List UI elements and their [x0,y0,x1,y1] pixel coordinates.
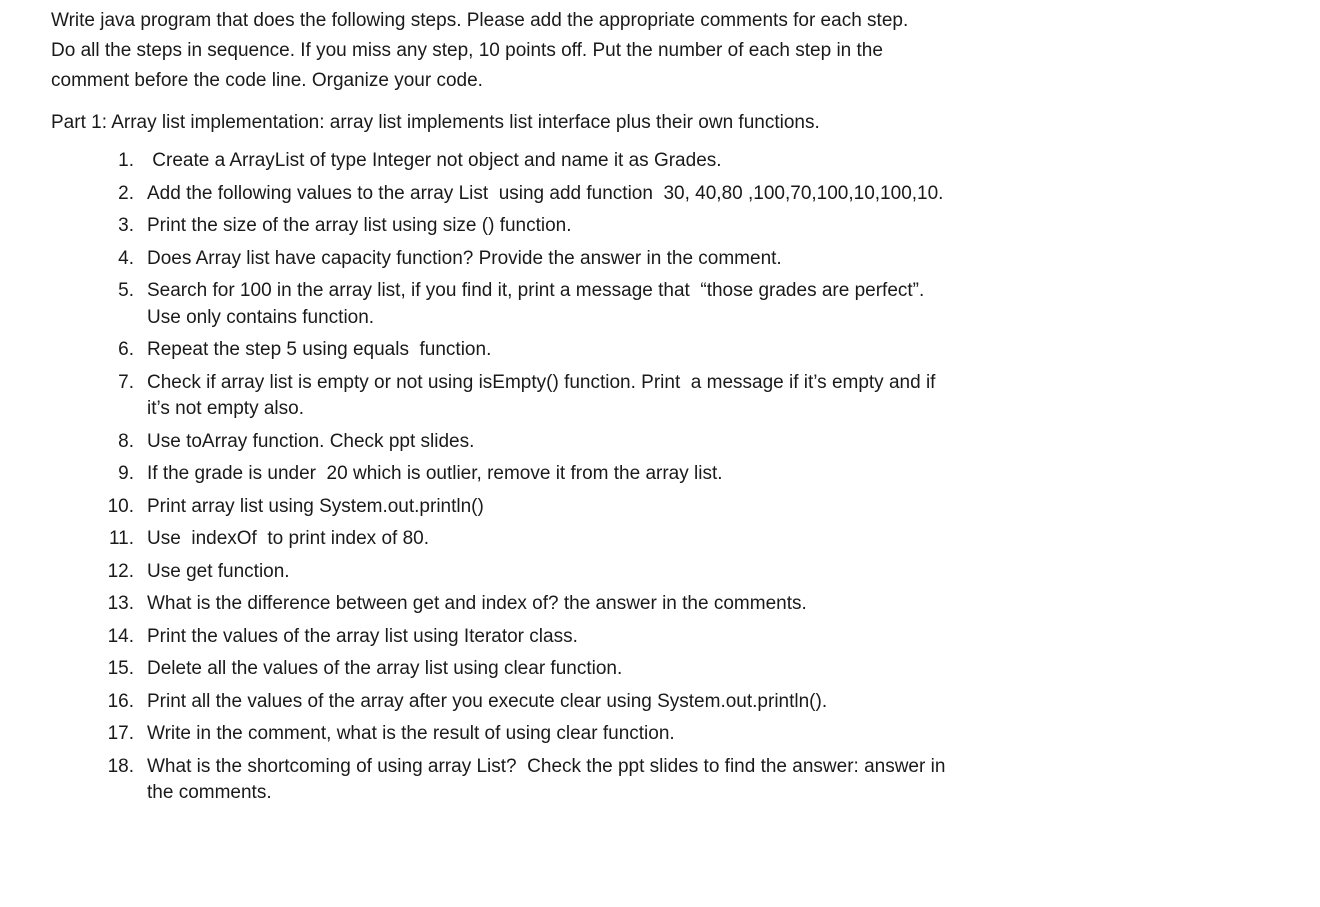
step-item [51,246,1301,273]
step-item [51,656,1301,683]
steps-list [51,148,1301,807]
step-text [134,246,1147,273]
step-number: 17. [107,723,134,744]
step-item [51,461,1301,488]
step-item [51,526,1301,553]
step-text-line: Print the size of the array list using size () function. [147,215,572,236]
step-text [134,624,1147,651]
step-text [134,754,1147,807]
step-text-line: Does Array list have capacity function? Provide the answer in the comment. [147,247,782,269]
step-number: 18. [107,755,134,777]
step-text [134,461,1147,488]
step-text-line: Use toArray function. Check ppt slides. [147,430,475,452]
step-item [51,181,1301,208]
step-text-line: Print array list using System.out.println() [147,495,484,517]
step-number: 4. [118,247,134,269]
step-number: 7. [118,371,134,393]
step-number: 5. [118,280,134,301]
step-number: 2. [118,182,134,204]
step-number: 11. [108,528,134,549]
intro-line: Do all the steps in sequence. If you miss any step, 10 points off. Put the number of each step in the [51,40,883,61]
step-number: 14. [107,625,134,647]
step-item [51,370,1301,423]
step-text-line: Repeat the step 5 using equals function. [147,339,492,360]
step-text-line: Use only contains function. [147,306,375,328]
step-number: 3. [118,215,134,236]
step-text [134,591,1147,618]
step-item [51,559,1301,586]
step-item [51,213,1301,240]
step-text [134,526,1147,553]
step-text-line: Check if array list is empty or not using isEmpty() function. Print a message if it’s empty and if [147,371,936,393]
step-text-line: Search for 100 in the array list, if you find it, print a message that “those grades are perfect”. [147,280,925,301]
part1-heading: Part 1: Array list implementation: array list implements list interface plus their own functions. [51,112,820,133]
intro-paragraph [51,6,1301,96]
step-number: 8. [118,430,134,452]
step-item [51,591,1301,618]
step-text [134,429,1147,456]
step-number: 16. [107,690,134,712]
intro-line: comment before the code line. Organize your code. [51,70,483,91]
step-text-line: Add the following values to the array List using add function 30, 40,80 ,100,70,100,10,100,10. [147,182,944,204]
step-item [51,624,1301,651]
document-body [51,6,1301,813]
step-text-line: Delete all the values of the array list using clear function. [147,658,623,679]
step-text [134,148,1147,175]
step-item [51,754,1301,807]
step-item [51,689,1301,716]
step-item [51,337,1301,364]
step-number: 13. [107,593,134,614]
step-item [51,429,1301,456]
step-text [134,370,1147,423]
step-text [134,494,1147,521]
step-text [134,721,1147,748]
intro-line: Write java program that does the following steps. Please add the appropriate comments for each step. [51,10,909,31]
step-number: 12. [107,560,134,582]
step-text-line: Use indexOf to print index of 80. [147,528,429,549]
step-text-line: What is the shortcoming of using array List? Check the ppt slides to find the answer: answer in [147,755,946,777]
step-text [134,181,1147,208]
step-text [134,656,1147,683]
step-text [134,559,1147,586]
step-item [51,721,1301,748]
step-text-line: Print the values of the array list using Iterator class. [147,625,578,647]
step-number: 9. [118,463,134,484]
step-text [134,337,1147,364]
step-number: 6. [118,339,134,360]
step-text-line: What is the difference between get and index of? the answer in the comments. [147,593,807,614]
step-text-line: it’s not empty also. [147,398,305,419]
step-item [51,278,1301,331]
step-item [51,494,1301,521]
step-text-line: If the grade is under 20 which is outlier, remove it from the array list. [147,463,723,484]
step-text-line: Write in the comment, what is the result of using clear function. [147,723,675,744]
step-number: 1. [118,150,134,171]
step-text-line: Use get function. [147,560,290,582]
step-number: 10. [107,495,134,517]
step-text-line: Create a ArrayList of type Integer not object and name it as Grades. [147,150,722,171]
step-text-line: Print all the values of the array after you execute clear using System.out.println(). [147,690,828,712]
step-number: 15. [107,658,134,679]
step-item [51,148,1301,175]
step-text-line: the comments. [147,782,272,803]
step-text [134,213,1147,240]
step-text [134,689,1147,716]
step-text [134,278,1147,331]
